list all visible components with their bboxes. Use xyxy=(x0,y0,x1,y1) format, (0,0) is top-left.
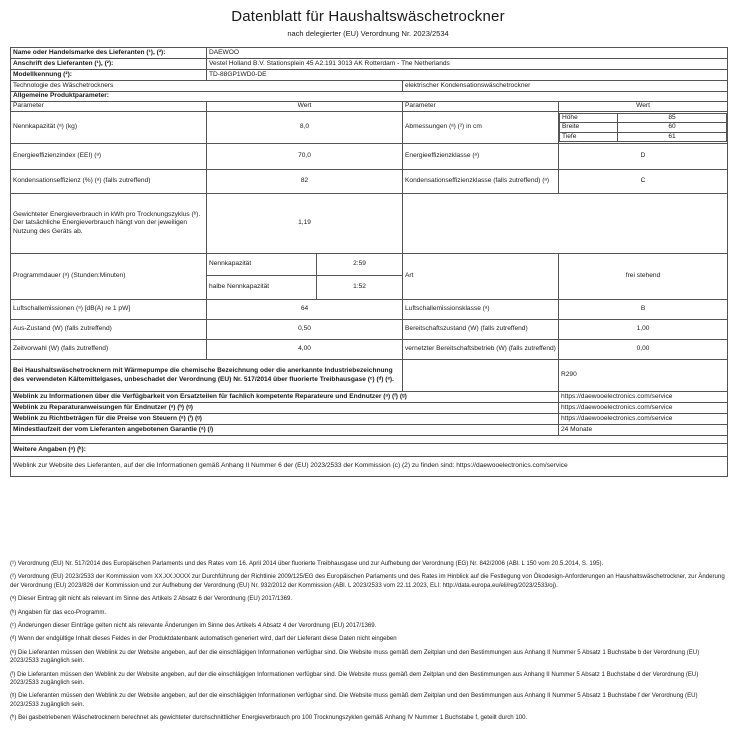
general-params-heading: Allgemeine Produktparameter: xyxy=(11,92,728,102)
program-full-value: 2:59 xyxy=(317,254,403,276)
footnote-mark: (ʰ) xyxy=(10,714,17,722)
footnote-text: Dieser Eintrag gilt nicht als relevant im Sinne des Artikels 2 Absatz 6 der Verordnung (EU) 2017/1369. xyxy=(18,595,293,603)
program-half-value: 1:52 xyxy=(317,276,403,300)
value-header-left: Wert xyxy=(207,102,403,112)
refrigerant-value: R290 xyxy=(559,360,728,392)
footnote-text: Die Lieferanten müssen den Weblink zu der Website angeben, auf der die einschlägigen Informationen verfügbar sind. Die Website muss gemäß dem Zeitplan und den Bestimmungen aus Anhang II Nummer 5 Absatz 1 Buchstabe f der Verordnung (EU) 2023/2533 zugänglich sein. xyxy=(10,692,698,708)
dimensions-subtable xyxy=(559,113,727,143)
standby-label: Bereitschaftszustand (W) (falls zutreffend) xyxy=(403,320,559,340)
link-repair-value[interactable]: https://daewooelectronics.com/service xyxy=(559,403,728,414)
footnote-mark: (ᶠ) xyxy=(10,670,16,678)
table-row xyxy=(11,112,728,144)
eei-label: Energieeffizienzindex (EEI) (ᵃ) xyxy=(11,144,207,170)
footnote-text: Verordnung (EU) Nr. 517/2014 des Europäischen Parlaments und des Rates vom 16. April 2014 über fluorierte Treibhausgase und zur Aufhebung der Verordnung (EG) Nr. 842/2006 (ABl. L 150 vom 20.5.2014, S. 195). xyxy=(17,560,604,567)
table-row xyxy=(11,102,728,112)
eei-value: 70,0 xyxy=(207,144,403,170)
footnote-mark: (ᵍ) xyxy=(10,692,17,700)
depth-value: 61 xyxy=(618,132,727,142)
further-info-text: Weblink zur Website des Lieferanten, auf der die Informationen gemäß Anhang II Nummer 6 der (EU) 2023/2533 der Kommission (c) (2) zu finden sind: https://daewooelectronics.com/service xyxy=(11,457,728,477)
type-value: frei stehend xyxy=(559,254,728,300)
footnote-text: Bei gasbetriebenen Wäschetrocknern berechnet als gewichteter durchschnittlicher Energieverbrauch pro 100 Trocknungszyklen gemäß Anhang IV Nummer 1 Buchstabe f, geteilt durch 100. xyxy=(18,714,528,722)
link-prices-label: Weblink zu Richtbeträgen für die Preise von Steuern (ᵃ) (ⁱ) (ᵍ) xyxy=(11,414,559,425)
standby-value: 1,00 xyxy=(559,320,728,340)
table-row xyxy=(11,392,728,403)
footnote xyxy=(10,622,727,630)
condensation-label: Kondensationseffizienz (%) (ᵃ) (falls zutreffend) xyxy=(11,170,207,194)
dimensions-label: Abmessungen (ᵃ) (²) in cm xyxy=(403,112,559,144)
footnote xyxy=(10,573,727,590)
table-row xyxy=(11,403,728,414)
supplier-address-value: Vestel Holland B.V. Stationsplein 45 A2.191 3013 AK Rotterdam - The Netherlands xyxy=(207,59,728,70)
footnote-mark: (ᵃ) xyxy=(10,595,17,603)
table-row xyxy=(11,444,728,457)
footnote xyxy=(10,714,727,722)
footnote xyxy=(10,671,727,688)
table-row xyxy=(11,81,728,92)
table-row xyxy=(11,48,728,59)
delay-start-label: Zeitvorwahl (W) (falls zutreffend) xyxy=(11,340,207,360)
table-row xyxy=(11,360,728,392)
footnote-text: Wenn der endgültige Inhalt dieses Feldes in der Produktdatenbank automatisch generiert wird, darf der Lieferant diese Daten nicht eingeben xyxy=(18,635,397,643)
weighted-energy-label: Gewichteter Energieverbrauch in kWh pro Trocknungszyklus (ᵇ). Der tatsächliche Energieverbrauch hängt von der jeweiligen Nutzung des Geräts ab. xyxy=(11,194,207,254)
warranty-value: 24 Monate xyxy=(559,425,728,436)
height-value: 85 xyxy=(618,113,727,123)
table-row xyxy=(11,340,728,360)
width-value: 60 xyxy=(618,123,727,133)
footnote xyxy=(10,595,727,603)
table-row xyxy=(11,59,728,70)
condensation-class-label: Kondensationseffizienzklasse (falls zutreffend) (ᵃ) xyxy=(403,170,559,194)
footnote-text: Verordnung (EU) 2023/2533 der Kommission vom XX.XX.XXXX zur Durchführung der Richtlinie 2009/125/EG des Europäischen Parlaments und des Rates im Hinblick auf die Festlegung von Ökodesign-Anforderungen an Haushaltswäschetrockner, zur Änderung der Verordnung (EU) 2023/826 der Kommission und zur Aufhebung der Verordnung (EU) Nr. 932/2012 der Kommission (ABl. L 2023/2533 vom 22.11.2023, ELI: http://data.europa.eu/eli/reg/2023/2533/oj). xyxy=(10,573,725,589)
table-row xyxy=(11,144,728,170)
type-label: Art xyxy=(403,254,559,300)
condensation-value: 82 xyxy=(207,170,403,194)
footnote-mark: (ᵈ) xyxy=(10,635,17,643)
table-row xyxy=(11,194,728,254)
table-row xyxy=(11,425,728,436)
noise-class-value: B xyxy=(559,300,728,320)
networked-standby-value: 0,00 xyxy=(559,340,728,360)
off-mode-value: 0,50 xyxy=(207,320,403,340)
table-row xyxy=(11,457,728,477)
footnote-text: Die Lieferanten müssen den Weblink zu der Website angeben, auf der die einschlägigen Informationen verfügbar sind. Die Website muss gemäß dem Zeitplan und den Bestimmungen aus Anhang II Nummer 5 Absatz 1 Buchstabe d der Verordnung (EU) 2023/2533 zugänglich sein. xyxy=(10,670,699,687)
page-subtitle: nach delegierter (EU) Verordnung Nr. 2023/2534 xyxy=(287,29,449,38)
refrigerant-label: Bei Haushaltswäschetrocknern mit Wärmepumpe die chemische Bezeichnung oder die anerkannte Industriebezeichnung des verwendeten Kältemittelgases, unbeschadet der Verordnung (EU) Nr. 517/2014 über fluorierte Treibhausgase (ᶜ) (ᵈ) (ᵉ). xyxy=(11,360,403,392)
ee-class-label: Energieeffizienzklasse (ᵃ) xyxy=(403,144,559,170)
spacer-row xyxy=(11,436,728,444)
technology-value: elektrischer Kondensationswäschetrockner xyxy=(403,81,728,92)
program-duration-label: Programmdauer (ᵃ) (Stunden:Minuten) xyxy=(11,254,207,300)
supplier-name-value: DAEWOO xyxy=(207,48,728,59)
empty-cell xyxy=(403,194,728,254)
table-row xyxy=(11,92,728,102)
link-repair-label: Weblink zu Reparaturanweisungen für Endnutzer (ᵃ) (ʰ) (ᵍ) xyxy=(11,403,559,414)
supplier-address-label: Anschrift des Lieferanten (¹), (²): xyxy=(11,59,207,70)
height-label: Höhe xyxy=(560,113,618,123)
capacity-label: Nennkapazität (ᵃ) (kg) xyxy=(11,112,207,144)
noise-value: 64 xyxy=(207,300,403,320)
condensation-class-value: C xyxy=(559,170,728,194)
noise-label: Luftschallemissionen (ᵃ) [dB(A) re 1 pW] xyxy=(11,300,207,320)
footnote xyxy=(10,635,727,643)
footnote-text: Änderungen dieser Einträge gelten nicht als relevante Änderungen im Sinne des Artikels 4 Absatz 4 der Verordnung (EU) 2017/1369. xyxy=(17,622,377,630)
footnote-mark: (ᵉ) xyxy=(10,648,17,656)
footnote xyxy=(10,609,727,617)
footnote xyxy=(10,649,727,666)
value-header-right: Wert xyxy=(559,102,728,112)
footnote-mark: (ᵇ) xyxy=(10,608,17,616)
empty-cell xyxy=(403,360,559,392)
noise-class-label: Luftschallemissionsklasse (ᵃ) xyxy=(403,300,559,320)
table-row xyxy=(11,70,728,81)
model-value: TD-88GP1WD0-DE xyxy=(207,70,728,81)
table-row xyxy=(11,436,728,444)
off-mode-label: Aus-Zustand (W) (falls zutreffend) xyxy=(11,320,207,340)
link-spare-parts-value[interactable]: https://daewooelectronics.com/service xyxy=(559,392,728,403)
footnote-mark: (¹) xyxy=(10,560,17,567)
warranty-label: Mindestlaufzeit der vom Lieferanten angebotenen Garantie (ᵃ) (ʲ) xyxy=(11,425,559,436)
technology-label: Technologie des Wäschetrockners xyxy=(11,81,403,92)
footnote xyxy=(10,560,727,568)
ee-class-value: D xyxy=(559,144,728,170)
table-row xyxy=(11,414,728,425)
footnote-text: Die Lieferanten müssen den Weblink zu der Website angeben, auf der die einschlägigen Informationen verfügbar sind. Die Website muss gemäß dem Zeitplan und den Bestimmungen aus Anhang II Nummer 5 Absatz 1 Buchstabe b der Verordnung (EU) 2023/2533 zugänglich sein. xyxy=(10,648,700,665)
footnote-text: Angaben für das eco-Programm. xyxy=(17,608,107,616)
networked-standby-label: vernetzter Bereitschaftsbetrieb (W) (falls zutreffend) xyxy=(403,340,559,360)
model-label: Modellkennung (²): xyxy=(11,70,207,81)
footnote-mark: (ᶜ) xyxy=(10,622,17,630)
footnotes xyxy=(10,560,727,728)
link-spare-parts-label: Weblink zu Informationen über die Verfügbarkeit von Ersatzteilen für fachlich kompetente Reparateure und Endnutzer (ᵃ) (ᶠ) (ᵍ) xyxy=(11,392,559,403)
footnote-mark: (²) xyxy=(10,573,17,581)
param-header-right: Parameter xyxy=(403,102,559,112)
program-full-label: Nennkapazität xyxy=(207,254,317,276)
param-header-left: Parameter xyxy=(11,102,207,112)
datasheet-table xyxy=(10,47,728,477)
weighted-energy-value: 1,19 xyxy=(207,194,403,254)
table-row xyxy=(11,254,728,276)
depth-label: Tiefe xyxy=(560,132,618,142)
footnote xyxy=(10,692,727,709)
width-label: Breite xyxy=(560,123,618,133)
link-prices-value[interactable]: https://daewooelectronics.com/service xyxy=(559,414,728,425)
program-half-label: halbe Nennkapazität xyxy=(207,276,317,300)
table-row xyxy=(11,170,728,194)
further-info-label: Weitere Angaben (ᵃ) (ᵏ): xyxy=(11,444,728,457)
page-title: Datenblatt für Haushaltswäschetrockner xyxy=(231,8,505,25)
capacity-value: 8,0 xyxy=(207,112,403,144)
table-row xyxy=(11,300,728,320)
delay-start-value: 4,00 xyxy=(207,340,403,360)
supplier-name-label: Name oder Handelsmarke des Lieferanten (¹), (²): xyxy=(11,48,207,59)
table-row xyxy=(11,320,728,340)
